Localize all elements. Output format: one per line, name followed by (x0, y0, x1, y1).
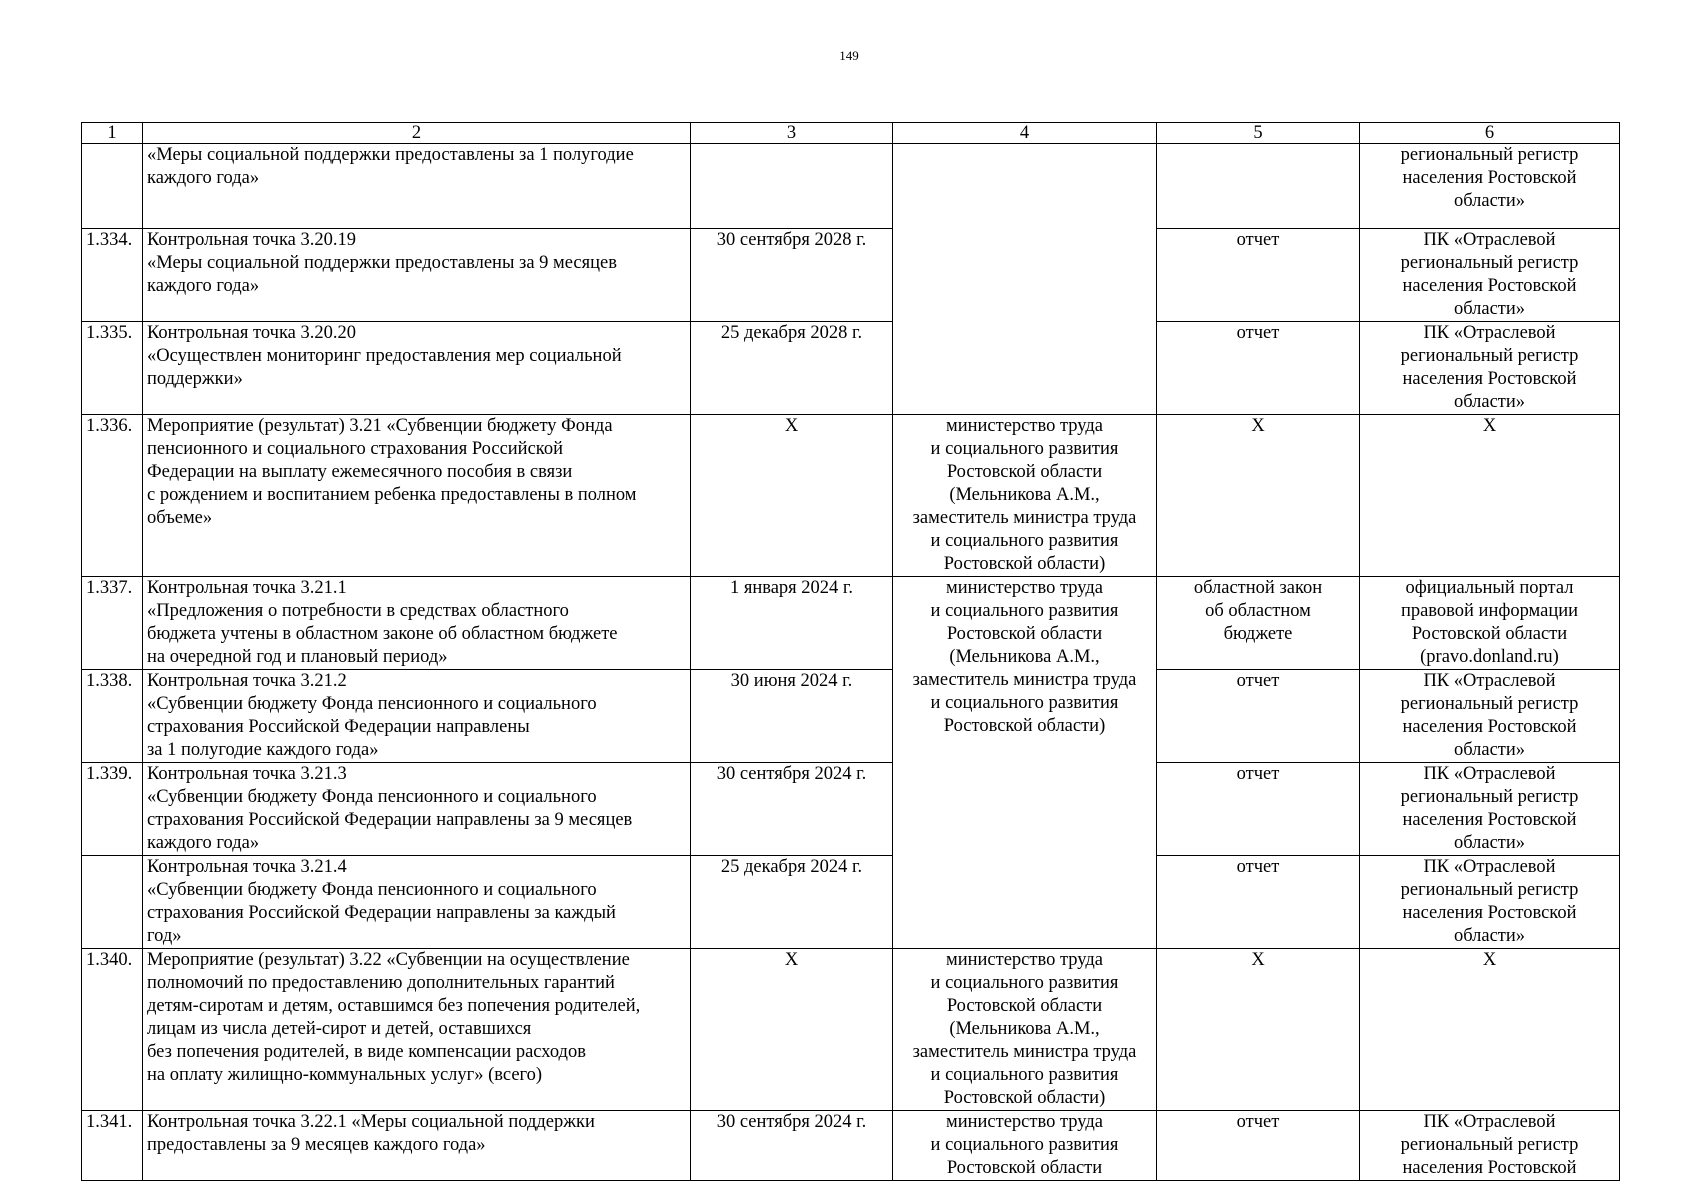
row-responsible: министерство труда и социального развития Ростовской области (Мельникова А.М., заместитель министра труда и социального развития Ростовской области) (893, 415, 1157, 577)
row-date: 1 января 2024 г. (691, 577, 893, 670)
table-row (82, 949, 1620, 1111)
row-number: 1.341. (82, 1111, 143, 1181)
row-date: 30 сентября 2024 г. (691, 1111, 893, 1181)
row-number: 1.339. (82, 763, 143, 856)
row-info-system: ПК «Отраслевой региональный регистр населения Ростовской области» (1360, 763, 1620, 856)
row-doc-type (1157, 144, 1360, 229)
row-doc-type: отчет (1157, 670, 1360, 763)
row-doc-type: Х (1157, 949, 1360, 1111)
plan-table (81, 122, 1620, 1181)
row-date: 30 сентября 2024 г. (691, 763, 893, 856)
row-name: Мероприятие (результат) 3.22 «Субвенции на осуществление полномочий по предоставлению дополнительных гарантий детям-сиротам и детям, оставшимся без попечения родителей, лицам из числа детей-сирот и детей, оставшихся без попечения родителей, в виде компенсации расходов на оплату жилищно-коммунальных услуг» (всего) (143, 949, 691, 1111)
row-info-system: ПК «Отраслевой региональный регистр населения Ростовской области» (1360, 670, 1620, 763)
row-responsible: министерство труда и социального развития Ростовской области (893, 1111, 1157, 1181)
page-number: 149 (839, 48, 859, 63)
column-header-1: 1 (82, 123, 143, 144)
row-doc-type: отчет (1157, 763, 1360, 856)
row-number (82, 144, 143, 229)
column-header-3: 3 (691, 123, 893, 144)
column-header-4: 4 (893, 123, 1157, 144)
column-header-5: 5 (1157, 123, 1360, 144)
row-number: 1.337. (82, 577, 143, 670)
table-row (82, 415, 1620, 577)
row-name: Контрольная точка 3.20.20 «Осуществлен мониторинг предоставления мер социальной поддержки» (143, 322, 691, 415)
row-name: Контрольная точка 3.21.1 «Предложения о потребности в средствах областного бюджета учтены в областном законе об областном бюджете на очередной год и плановый период» (143, 577, 691, 670)
row-date (691, 144, 893, 229)
table-row (82, 670, 1620, 763)
table-row (82, 856, 1620, 949)
table-row (82, 144, 1620, 229)
row-name: Мероприятие (результат) 3.21 «Субвенции бюджету Фонда пенсионного и социального страхования Российской Федерации на выплату ежемесячного пособия в связи с рождением и воспитанием ребенка предоставлены в полном объеме» (143, 415, 691, 577)
row-name: Контрольная точка 3.20.19 «Меры социальной поддержки предоставлены за 9 месяцев каждого года» (143, 229, 691, 322)
row-name: Контрольная точка 3.21.3 «Субвенции бюджету Фонда пенсионного и социального страхования Российской Федерации направлены за 9 месяцев каждого года» (143, 763, 691, 856)
row-info-system: Х (1360, 415, 1620, 577)
row-info-system: ПК «Отраслевой региональный регистр населения Ростовской области» (1360, 856, 1620, 949)
row-responsible: министерство труда и социального развития Ростовской области (Мельникова А.М., заместитель министра труда и социального развития Ростовской области) (893, 949, 1157, 1111)
row-date: 30 июня 2024 г. (691, 670, 893, 763)
row-info-system: ПК «Отраслевой региональный регистр населения Ростовской (1360, 1111, 1620, 1181)
row-info-system: официальный портал правовой информации Ростовской области (pravo.donland.ru) (1360, 577, 1620, 670)
row-number: 1.338. (82, 670, 143, 763)
row-name: Контрольная точка 3.22.1 «Меры социальной поддержки предоставлены за 9 месяцев каждого года» (143, 1111, 691, 1181)
row-doc-type: отчет (1157, 1111, 1360, 1181)
row-number (82, 856, 143, 949)
row-name: «Меры социальной поддержки предоставлены за 1 полугодие каждого года» (143, 144, 691, 229)
row-date: Х (691, 949, 893, 1111)
row-number: 1.340. (82, 949, 143, 1111)
row-responsible (893, 144, 1157, 415)
row-date: 25 декабря 2028 г. (691, 322, 893, 415)
row-doc-type: отчет (1157, 856, 1360, 949)
row-date: 30 сентября 2028 г. (691, 229, 893, 322)
column-header-2: 2 (143, 123, 691, 144)
row-doc-type: отчет (1157, 322, 1360, 415)
table-row (82, 577, 1620, 670)
row-number: 1.336. (82, 415, 143, 577)
table-row (82, 229, 1620, 322)
column-header-6: 6 (1360, 123, 1620, 144)
row-info-system: ПК «Отраслевой региональный регистр населения Ростовской области» (1360, 322, 1620, 415)
row-doc-type: областной закон об областном бюджете (1157, 577, 1360, 670)
row-info-system: региональный регистр населения Ростовской области» (1360, 144, 1620, 229)
table-row (82, 322, 1620, 415)
row-info-system: ПК «Отраслевой региональный регистр населения Ростовской области» (1360, 229, 1620, 322)
row-number: 1.334. (82, 229, 143, 322)
row-name: Контрольная точка 3.21.4 «Субвенции бюджету Фонда пенсионного и социального страхования Российской Федерации направлены за каждый год» (143, 856, 691, 949)
table-row (82, 1111, 1620, 1181)
row-number: 1.335. (82, 322, 143, 415)
row-name: Контрольная точка 3.21.2 «Субвенции бюджету Фонда пенсионного и социального страхования Российской Федерации направлены за 1 полугодие каждого года» (143, 670, 691, 763)
row-responsible: министерство труда и социального развития Ростовской области (Мельникова А.М., заместитель министра труда и социального развития Ростовской области) (893, 577, 1157, 949)
row-date: Х (691, 415, 893, 577)
row-info-system: Х (1360, 949, 1620, 1111)
row-date: 25 декабря 2024 г. (691, 856, 893, 949)
table-row (82, 763, 1620, 856)
row-doc-type: отчет (1157, 229, 1360, 322)
table-header-row (82, 123, 1620, 144)
row-doc-type: Х (1157, 415, 1360, 577)
